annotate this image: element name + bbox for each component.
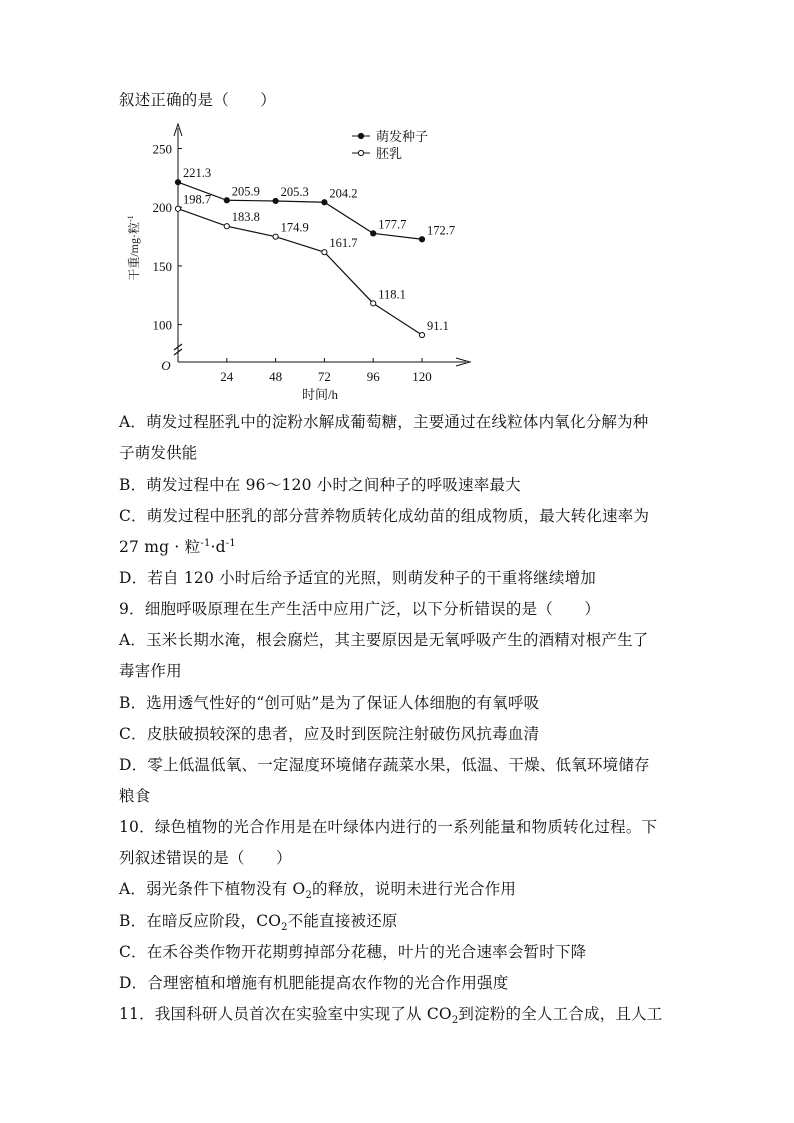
data-point <box>371 301 376 306</box>
data-label: 91.1 <box>427 319 449 334</box>
q11-stem-line1: 11．我国科研人员首次在实验室中实现了从 $CO_2$到淀粉的全人工合成，且人工 <box>119 1005 663 1027</box>
data-point <box>175 206 180 211</box>
question-8-stem-tail: 叙述正确的是（ ） <box>119 91 277 109</box>
data-label: 161.7 <box>329 236 358 251</box>
x-tick-label: 24 <box>220 369 234 384</box>
data-point <box>419 237 424 242</box>
y-tick-label: 150 <box>152 258 172 274</box>
x-tick-label: 120 <box>412 369 432 384</box>
data-point <box>371 231 376 236</box>
legend-label: 萌发种子 <box>376 129 429 144</box>
data-label: 221.3 <box>183 166 212 181</box>
q9-option-a-line1: A．玉米长期水淹，根会腐烂，其主要原因是无氧呼吸产生的酒精对根产生了 <box>119 631 649 649</box>
legend-marker <box>358 150 363 155</box>
y-tick-label: 200 <box>152 200 172 216</box>
data-label: 205.9 <box>231 184 260 199</box>
q8-option-a-line1: A．萌发过程胚乳中的淀粉水解成葡萄糖，主要通过在线粒体内氧化分解为种 <box>119 413 649 431</box>
q8-option-d: D．若自 120 小时后给予适宜的光照，则萌发种子的干重将继续增加 <box>119 569 596 587</box>
data-label: 204.2 <box>329 186 358 201</box>
data-point <box>175 180 180 185</box>
y-tick-label: 250 <box>152 141 172 157</box>
data-point <box>322 250 327 255</box>
q8-option-a-line2: 子萌发供能 <box>119 444 198 462</box>
q9-option-a-line2: 毒害作用 <box>119 662 182 680</box>
q10-option-a: A．弱光条件下植物没有 $O_2$的释放，说明未进行光合作用 <box>119 880 517 902</box>
data-label: 205.3 <box>280 184 309 199</box>
q9-stem: 9．细胞呼吸原理在生产生活中应用广泛，以下分析错误的是（ ） <box>119 600 601 618</box>
q8-option-c-line1: C．萌发过程中胚乳的部分营养物质转化成幼苗的组成物质，最大转化速率为 <box>119 507 650 525</box>
legend-label: 胚乳 <box>376 146 403 161</box>
origin-label: O <box>161 358 171 373</box>
y-tick-label: 100 <box>152 317 172 333</box>
y-axis-label: 干重/mg·粒$^{-1}$ <box>126 215 141 281</box>
q10-option-d: D．合理密植和增施有机肥能提高农作物的光合作用强度 <box>119 974 509 992</box>
data-point <box>224 198 229 203</box>
x-axis-label: 时间/h <box>301 387 339 402</box>
data-label: 183.8 <box>231 210 260 225</box>
data-point <box>419 332 424 337</box>
data-label: 174.9 <box>280 220 309 235</box>
q9-option-d-line2: 粮食 <box>119 787 151 805</box>
q10-option-c: C．在禾谷类作物开花期剪掉部分花穗，叶片的光合速率会暂时下降 <box>119 943 587 961</box>
x-tick-label: 72 <box>317 369 331 384</box>
x-tick-label: 48 <box>269 369 283 384</box>
data-label: 172.7 <box>427 223 456 238</box>
data-label: 198.7 <box>183 192 212 207</box>
data-point <box>322 200 327 205</box>
legend-marker <box>358 133 363 138</box>
q8-option-b: B．萌发过程中在 96～120 小时之间种子的呼吸速率最大 <box>119 476 521 494</box>
data-point <box>224 224 229 229</box>
x-tick-label: 96 <box>366 369 380 384</box>
q9-option-d-line1: D．零上低温低氧、一定湿度环境储存蔬菜水果，低温、干燥、低氧环境储存 <box>119 756 650 774</box>
q10-stem-line1: 10．绿色植物的光合作用是在叶绿体内进行的一系列能量和物质转化过程。下 <box>119 818 658 836</box>
data-label: 118.1 <box>378 287 406 302</box>
q9-option-c: C．皮肤破损较深的患者，应及时到医院注射破伤风抗毒血清 <box>119 725 540 743</box>
q9-option-b: B．选用透气性好的“创可贴”是为了保证人体细胞的有氧呼吸 <box>119 694 540 712</box>
q10-option-b: B．在暗反应阶段，$CO_2$不能直接被还原 <box>119 912 398 934</box>
q8-option-c-line2: 27 mg · 粒$^{-1}\cdot d^{-1}$ <box>119 537 236 556</box>
data-point <box>273 234 278 239</box>
data-point <box>273 198 278 203</box>
data-label: 177.7 <box>378 217 407 232</box>
dry-weight-line-chart <box>118 118 478 403</box>
q10-stem-line2: 列叙述错误的是（ ） <box>119 849 292 867</box>
